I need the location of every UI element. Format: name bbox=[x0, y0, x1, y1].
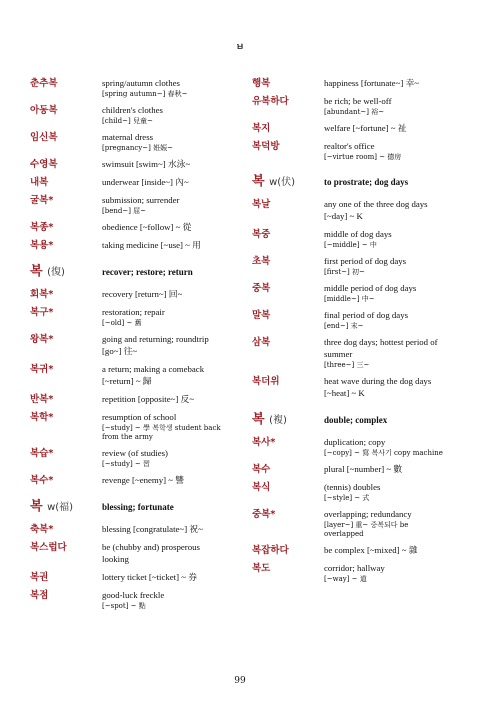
headword bbox=[30, 394, 98, 405]
gloss: [pregnancy~] 姙娠~ bbox=[102, 144, 173, 152]
dictionary-entry bbox=[252, 199, 448, 223]
section-heading bbox=[30, 499, 226, 516]
gloss: [~spot] ~ 點 bbox=[102, 602, 146, 610]
dictionary-entry bbox=[252, 545, 448, 557]
dictionary-entry bbox=[30, 289, 226, 301]
definition: going and returning; roundtrip [go~] 往~ bbox=[102, 334, 209, 356]
headword-text: 복습* bbox=[30, 448, 54, 459]
gloss: [spring autumn~] 春秋~ bbox=[102, 90, 188, 98]
headword-text: 복날 bbox=[252, 199, 271, 210]
gloss: [~copy] ~ 寫 복사기 copy machine bbox=[324, 449, 443, 457]
definition: review (of studies) bbox=[102, 448, 168, 458]
dictionary-entry bbox=[30, 240, 226, 252]
definition: a return; making a comeback [~return] ~ 歸 bbox=[102, 364, 205, 386]
headword bbox=[252, 123, 320, 134]
gloss: [abundant~] 裕~ bbox=[324, 108, 385, 116]
dictionary-entry bbox=[30, 78, 226, 99]
definition: overlapping; redundancy bbox=[324, 509, 412, 519]
headword-text: 복수 bbox=[252, 464, 271, 475]
headword bbox=[30, 499, 98, 516]
dictionary-entry bbox=[30, 105, 226, 126]
definition: be complex [~mixed] ~ 雜 bbox=[324, 545, 418, 555]
headword bbox=[252, 482, 320, 493]
hanja-root: w(福) bbox=[47, 502, 74, 513]
definition: blessing; fortunate bbox=[102, 502, 174, 512]
headword-text: 굴복* bbox=[30, 195, 54, 206]
definition: realtor's office bbox=[324, 141, 375, 151]
definition: heat wave during the dog days [~heat] ~ K bbox=[324, 376, 432, 398]
headword bbox=[30, 132, 98, 143]
headword bbox=[30, 334, 98, 345]
definition: middle period of dog days bbox=[324, 283, 417, 293]
gloss: [~study] ~ 學 복학생 student back from the army bbox=[102, 424, 221, 441]
dictionary-entry bbox=[30, 412, 226, 442]
section-heading bbox=[252, 412, 448, 429]
headword-text: 복점 bbox=[30, 590, 49, 601]
headword-text: 복용* bbox=[30, 240, 54, 251]
headword-text: 복덕방 bbox=[252, 141, 280, 152]
headword bbox=[30, 78, 98, 89]
headword-text: 아동복 bbox=[30, 105, 58, 116]
hanja-root: (復) bbox=[47, 267, 65, 278]
definition: corridor; hallway bbox=[324, 563, 385, 573]
headword-text: 행복 bbox=[252, 78, 271, 89]
right-column bbox=[252, 78, 448, 590]
gloss: [child~] 兒童~ bbox=[102, 117, 153, 125]
page-number: 99 bbox=[234, 676, 246, 686]
headword-text: 왕복* bbox=[30, 334, 54, 345]
headword bbox=[252, 376, 320, 387]
headword bbox=[30, 572, 98, 583]
headword bbox=[30, 195, 98, 206]
gloss: [three~] 三~ bbox=[324, 361, 370, 369]
headword bbox=[30, 240, 98, 251]
section-heading bbox=[252, 174, 448, 191]
headword bbox=[30, 524, 98, 535]
dictionary-entry bbox=[30, 159, 226, 171]
gloss: [first~] 初~ bbox=[324, 268, 365, 276]
headword bbox=[30, 264, 98, 281]
headword-text: 중복 bbox=[252, 283, 271, 294]
definition: spring/autumn clothes bbox=[102, 78, 180, 88]
dictionary-entry bbox=[252, 229, 448, 250]
definition: recovery [return~] 回~ bbox=[102, 289, 183, 299]
headword bbox=[30, 105, 98, 116]
gloss: [middle~] 中~ bbox=[324, 295, 375, 303]
headword-text: 복 bbox=[252, 174, 265, 189]
headword-text: 복식 bbox=[252, 482, 271, 493]
headword-text: 복구* bbox=[30, 307, 54, 318]
definition: welfare [~fortune] ~ 祉 bbox=[324, 123, 407, 133]
dictionary-entry bbox=[30, 307, 226, 328]
headword-text: 복더위 bbox=[252, 376, 280, 387]
definition: repetition [opposite~] 反~ bbox=[102, 394, 195, 404]
headword bbox=[30, 412, 98, 423]
headword bbox=[30, 475, 98, 486]
headword-text: 축복* bbox=[30, 524, 54, 535]
definition: maternal dress bbox=[102, 132, 154, 142]
gloss: [~style] ~ 式 bbox=[324, 494, 370, 502]
definition: recover; restore; return bbox=[102, 267, 193, 277]
headword-text: 내복 bbox=[30, 177, 49, 188]
dictionary-entry bbox=[252, 141, 448, 162]
dictionary-entry bbox=[30, 475, 226, 487]
dictionary-entry bbox=[252, 123, 448, 135]
headword bbox=[252, 412, 320, 429]
definition: first period of dog days bbox=[324, 256, 407, 266]
dictionary-entry bbox=[252, 464, 448, 476]
definition: duplication; copy bbox=[324, 437, 386, 447]
definition: obedience [~follow] ~ 從 bbox=[102, 222, 192, 232]
page-header: ㅂ bbox=[235, 43, 245, 53]
definition: good-luck freckle bbox=[102, 590, 165, 600]
dictionary-entry bbox=[30, 195, 226, 216]
gloss: [~old] ~ 舊 bbox=[102, 319, 142, 327]
gloss: [layer~] 重~ 중복되다 be overlapped bbox=[324, 521, 409, 538]
definition: blessing [congratulate~] 祝~ bbox=[102, 524, 203, 534]
headword-text: 반복* bbox=[30, 394, 54, 405]
dictionary-entry bbox=[30, 334, 226, 358]
dictionary-entry bbox=[252, 256, 448, 277]
headword bbox=[252, 310, 320, 321]
dictionary-entry bbox=[30, 448, 226, 469]
definition: revenge [~enemy] ~ 讐 bbox=[102, 475, 185, 485]
headword-text: 초복 bbox=[252, 256, 271, 267]
headword bbox=[252, 437, 320, 448]
headword-text: 복 bbox=[30, 264, 43, 279]
headword bbox=[252, 141, 320, 152]
dictionary-entry bbox=[30, 590, 226, 611]
dictionary-entry bbox=[30, 364, 226, 388]
definition: to prostrate; dog days bbox=[324, 177, 409, 187]
gloss: [~middle] ~ 中 bbox=[324, 241, 377, 249]
headword-text: 삼복 bbox=[252, 337, 271, 348]
headword-text: 중복* bbox=[252, 509, 276, 520]
headword bbox=[252, 199, 320, 210]
hanja-root: w(伏) bbox=[269, 177, 296, 188]
gloss: [~virtue room] ~ 德房 bbox=[324, 153, 402, 161]
headword-text: 복잡하다 bbox=[252, 545, 289, 556]
definition: middle of dog days bbox=[324, 229, 392, 239]
headword-text: 말복 bbox=[252, 310, 271, 321]
headword bbox=[252, 78, 320, 89]
dictionary-entry bbox=[30, 132, 226, 153]
headword-text: 복스럽다 bbox=[30, 542, 67, 553]
dictionary-entry bbox=[252, 96, 448, 117]
headword-text: 복 bbox=[252, 412, 265, 427]
headword-text: 복사* bbox=[252, 437, 276, 448]
definition: underwear [inside~] 內~ bbox=[102, 177, 189, 187]
dictionary-entry bbox=[252, 563, 448, 584]
headword-text: 복종* bbox=[30, 222, 54, 233]
headword bbox=[252, 545, 320, 556]
headword-text: 복학* bbox=[30, 412, 54, 423]
dictionary-entry bbox=[252, 482, 448, 503]
headword-text: 복지 bbox=[252, 123, 271, 134]
headword-text: 춘추복 bbox=[30, 78, 58, 89]
gloss: [end~] 末~ bbox=[324, 322, 364, 330]
definition: three dog days; hottest period of summer bbox=[324, 337, 438, 359]
headword bbox=[252, 256, 320, 267]
headword-text: 유복하다 bbox=[252, 96, 289, 107]
definition: lottery ticket [~ticket] ~ 券 bbox=[102, 572, 198, 582]
headword bbox=[30, 222, 98, 233]
definition: (tennis) doubles bbox=[324, 482, 381, 492]
definition: double; complex bbox=[324, 415, 388, 425]
definition: resumption of school bbox=[102, 412, 177, 422]
headword-text: 임신복 bbox=[30, 132, 58, 143]
headword bbox=[30, 542, 98, 553]
headword-text: 회복* bbox=[30, 289, 54, 300]
headword bbox=[252, 464, 320, 475]
dictionary-entry bbox=[30, 394, 226, 406]
headword bbox=[252, 174, 320, 191]
dictionary-entry bbox=[252, 283, 448, 304]
headword-text: 복 bbox=[30, 499, 43, 514]
headword bbox=[252, 96, 320, 107]
dictionary-entry bbox=[30, 222, 226, 234]
hanja-root: (複) bbox=[269, 415, 287, 426]
definition: be (chubby and) prosperous looking bbox=[102, 542, 200, 564]
headword bbox=[30, 289, 98, 300]
definition: any one of the three dog days [~day] ~ K bbox=[324, 199, 428, 221]
headword-text: 복귀* bbox=[30, 364, 54, 375]
gloss: [~way] ~ 道 bbox=[324, 575, 367, 583]
definition: plural [~number] ~ 數 bbox=[324, 464, 403, 474]
dictionary-entry bbox=[252, 376, 448, 400]
definition: be rich; be well-off bbox=[324, 96, 392, 106]
headword-text: 복권 bbox=[30, 572, 49, 583]
headword bbox=[30, 448, 98, 459]
dictionary-entry bbox=[30, 524, 226, 536]
headword bbox=[252, 509, 320, 520]
headword-text: 복중 bbox=[252, 229, 271, 240]
headword bbox=[30, 307, 98, 318]
headword bbox=[30, 364, 98, 375]
definition: restoration; repair bbox=[102, 307, 165, 317]
definition: submission; surrender bbox=[102, 195, 180, 205]
definition: taking medicine [~use] ~ 用 bbox=[102, 240, 201, 250]
dictionary-entry bbox=[252, 509, 448, 539]
headword bbox=[252, 337, 320, 348]
headword-text: 복수* bbox=[30, 475, 54, 486]
definition: final period of dog days bbox=[324, 310, 409, 320]
headword bbox=[30, 177, 98, 188]
dictionary-entry bbox=[252, 337, 448, 370]
headword-text: 수영복 bbox=[30, 159, 58, 170]
gloss: [~study] ~ 習 bbox=[102, 460, 150, 468]
gloss: [bend~] 屈~ bbox=[102, 207, 147, 215]
dictionary-entry bbox=[252, 437, 448, 458]
definition: children's clothes bbox=[102, 105, 163, 115]
dictionary-entry bbox=[252, 78, 448, 90]
dictionary-entry bbox=[30, 572, 226, 584]
definition: happiness [fortunate~] 幸~ bbox=[324, 78, 420, 88]
headword bbox=[252, 283, 320, 294]
section-heading bbox=[30, 264, 226, 281]
headword bbox=[252, 229, 320, 240]
dictionary-entry bbox=[30, 542, 226, 566]
left-column bbox=[30, 78, 226, 617]
headword bbox=[252, 563, 320, 574]
headword bbox=[30, 159, 98, 170]
headword-text: 복도 bbox=[252, 563, 271, 574]
headword bbox=[30, 590, 98, 601]
dictionary-entry bbox=[252, 310, 448, 331]
dictionary-entry bbox=[30, 177, 226, 189]
definition: swimsuit [swim~] 水泳~ bbox=[102, 159, 191, 169]
